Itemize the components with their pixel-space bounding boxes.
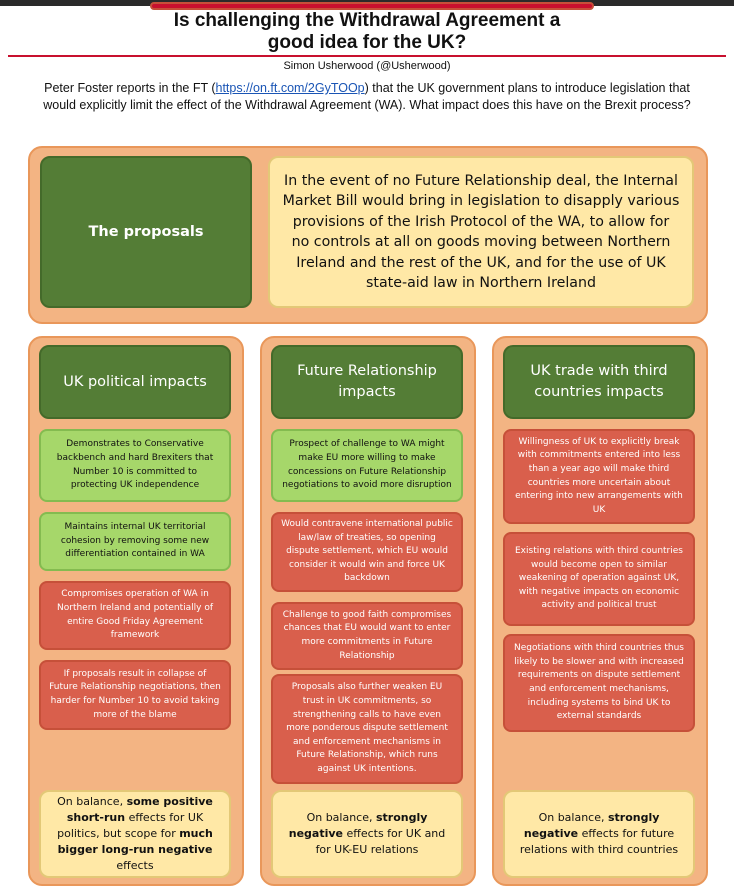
impact-item: Challenge to good faith compromises chances that EU would want to enter more commitments in Future Relationship	[271, 602, 463, 670]
proposals-label: The proposals	[40, 156, 252, 308]
balance-summary: On balance, strongly negative effects for future relations with third countries	[503, 790, 695, 878]
column-uk-political	[28, 336, 244, 886]
author-line: Simon Usherwood (@Usherwood)	[283, 60, 451, 72]
impact-item: If proposals result in collapse of Future Relationship negotiations, then harder for Number 10 to avoid taking more of the blame	[39, 660, 231, 730]
impact-item: Maintains internal UK territorial cohesion by removing some new differentiation contained in WA	[39, 512, 231, 571]
top-bar	[0, 0, 734, 6]
page-title: Is challenging the Withdrawal Agreement a good idea for the UK?	[173, 10, 561, 53]
proposals-panel	[28, 146, 708, 324]
impact-item: Prospect of challenge to WA might make EU more willing to make concessions on Future Relationship negotiations to avoid more disruption	[271, 429, 463, 502]
ft-article-link[interactable]: https://on.ft.com/2GyTOOp	[215, 81, 365, 95]
column-header: Future Relationship impacts	[271, 345, 463, 419]
impact-item: Existing relations with third countries would become open to similar weakening of operation against UK, with negative impacts on economic activity and political trust	[503, 532, 695, 626]
column-header: UK trade with third countries impacts	[503, 345, 695, 419]
impact-item: Negotiations with third countries thus likely to be slower and with increased requirements on dispute settlement and enforcement mechanisms, including systems to bind UK to external standards	[503, 634, 695, 732]
impact-item: Would contravene international public law/law of treaties, so opening dispute settlement, which EU would consider it would win and force UK backdown	[271, 512, 463, 592]
impact-item: Proposals also further weaken EU trust in UK commitments, so strengthening calls to have even more ponderous dispute settlement and enforcement mechanisms in Future Relationship, which runs against UK intentions.	[271, 674, 463, 784]
column-header: UK political impacts	[39, 345, 231, 419]
proposals-text: In the event of no Future Relationship deal, the Internal Market Bill would bring in legislation to disapply various provisions of the Irish Protocol of the WA, to allow for no controls at all on goods moving between Northern Ireland and the rest of the UK, and for the use of UK state-aid law in Northern Ireland	[268, 156, 694, 308]
balance-summary: On balance, some positive short-run effects for UK politics, but scope for much bigger long-run negative effects	[39, 790, 231, 878]
impact-item: Demonstrates to Conservative backbench and hard Brexiters that Number 10 is committed to protecting UK independence	[39, 429, 231, 502]
impact-item: Compromises operation of WA in Northern Ireland and potentially of entire Good Friday Agreement framework	[39, 581, 231, 650]
balance-summary: On balance, strongly negative effects for UK and for UK-EU relations	[271, 790, 463, 878]
column-third-countries	[492, 336, 708, 886]
title-divider	[8, 55, 726, 57]
impact-item: Willingness of UK to explicitly break with commitments entered into less than a year ago will make third countries more uncertain about entering into new arrangements with UK	[503, 429, 695, 524]
intro-paragraph: Peter Foster reports in the FT (https://on.ft.com/2GyTOOp) that the UK government plans to introduce legislation that would explicitly limit the effect of the Withdrawal Agreement (WA). What impact does this have on the Brexit process?	[43, 81, 691, 112]
column-future-relationship	[260, 336, 476, 886]
